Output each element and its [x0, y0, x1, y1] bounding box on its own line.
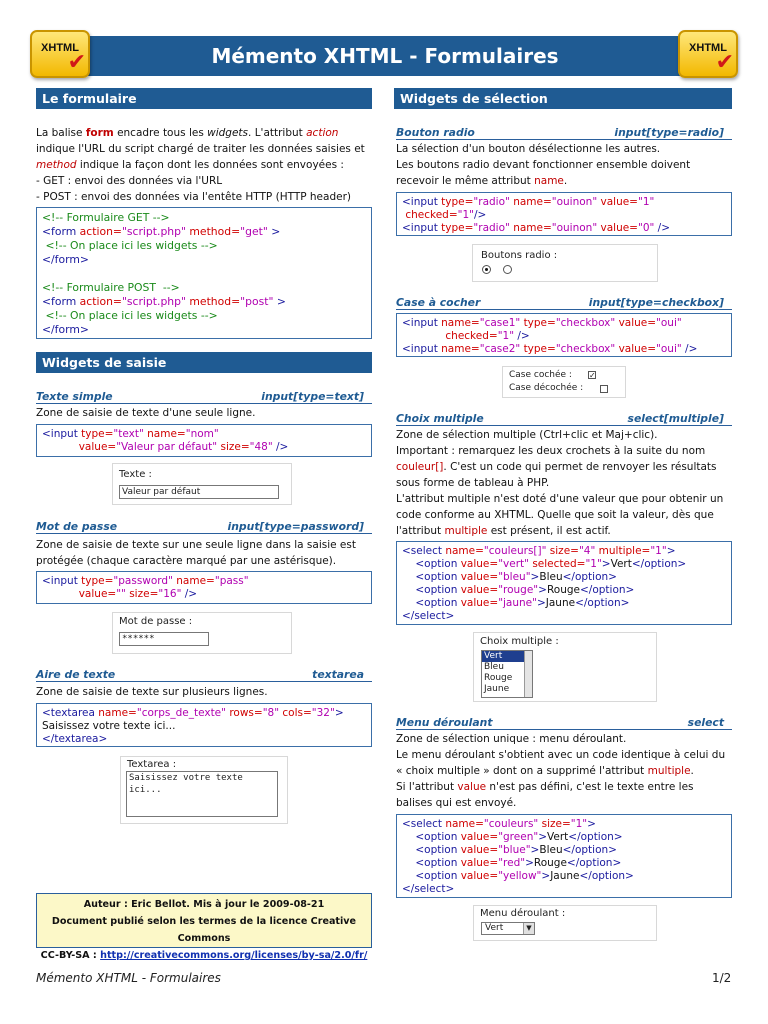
bouton-radio-title: Bouton radio input[type=radio]	[396, 126, 732, 140]
checkmark-icon: ✔	[715, 50, 734, 75]
demo-dropdown-select[interactable]: Vert ▼	[481, 922, 535, 935]
footer-title: Mémento XHTML - Formulaires	[36, 971, 221, 985]
code-form-example: <!-- Formulaire GET --> <form action="script.php" method="get" > <!-- On place ici les widgets --> </form> <!-- Formulaire POST --> <form action="script.php" method="post" > <!-- On place ici les widgets --> </form>	[36, 207, 372, 339]
code-choix-multiple: <select name="couleurs[]" size="4" multiple="1"> <option value="vert" selected="1">Vert</option> <option value="bleu">Bleu</option> <option value="rouge">Rouge</option> <option value="jaune">Jaune</option> </select>	[396, 541, 732, 625]
formulaire-description: La balise form encadre tous les widgets. L'attribut action indique l'URL du script chargé de traiter les données saisies et method indique la façon dont les données sont envoyées : - GET : envoi des données via l'URL - POST : envoi des données via l'entête HTTP (HTTP header)	[36, 127, 365, 203]
aire-de-texte-description: Zone de saisie de texte sur plusieurs lignes.	[36, 686, 268, 698]
page-title: Mémento XHTML - Formulaires	[36, 36, 734, 76]
scrollbar[interactable]	[524, 651, 532, 697]
xhtml-logo-left: XHTML ✔	[30, 30, 90, 78]
texte-simple-title: Texte simple input[type=text]	[36, 390, 372, 404]
demo-textarea[interactable]: Saisissez votre texte ici...	[126, 771, 278, 817]
code-bouton-radio: <input type="radio" name="ouinon" value="1" checked="1"/> <input type="radio" name="ouinon" value="0" />	[396, 192, 732, 236]
demo-password-input[interactable]: ******	[119, 632, 209, 646]
license-link[interactable]: http://creativecommons.org/licenses/by-sa/2.0/fr/	[100, 950, 368, 961]
demo-case-a-cocher: Case cochée : ✓ Case décochée :	[502, 366, 626, 398]
case-a-cocher-title: Case à cocher input[type=checkbox]	[396, 296, 732, 310]
section-widgets-de-saisie: Widgets de saisie	[36, 352, 372, 373]
demo-mot-de-passe: Mot de passe : ******	[112, 612, 292, 654]
mot-de-passe-title: Mot de passe input[type=password]	[36, 520, 372, 534]
section-le-formulaire: Le formulaire	[36, 88, 372, 109]
checkbox-unchecked[interactable]	[600, 385, 608, 393]
radio-checked[interactable]	[482, 265, 491, 274]
demo-multiple-select[interactable]: Vert Bleu Rouge Jaune	[481, 650, 533, 698]
code-mot-de-passe: <input type="password" name="pass" value="" size="16" />	[36, 571, 372, 604]
choix-multiple-title: Choix multiple select[multiple]	[396, 412, 732, 426]
code-menu-deroulant: <select name="couleurs" size="1"> <option value="green">Vert</option> <option value="blue">Bleu</option> <option value="red">Rouge</option> <option value="yellow">Jaune</option> </select>	[396, 814, 732, 898]
texte-simple-description: Zone de saisie de texte d'une seule ligne.	[36, 407, 256, 419]
demo-menu-deroulant: Menu déroulant : Vert ▼	[473, 905, 657, 941]
xhtml-logo-right: XHTML ✔	[678, 30, 738, 78]
menu-deroulant-description: Zone de sélection unique : menu déroulant. Le menu déroulant s'obtient avec un code identique à celui du « choix multiple » dont on a supprimé l'attribut multiple. Si l'attribut value n'est pas défini, c'est le texte entre les balises qui est envoyé.	[396, 733, 726, 809]
demo-texte-simple: Texte : Valeur par défaut	[112, 463, 292, 505]
demo-text-input[interactable]: Valeur par défaut	[119, 485, 279, 499]
chevron-down-icon: ▼	[523, 923, 534, 934]
menu-deroulant-title: Menu déroulant select	[396, 716, 732, 730]
bouton-radio-description: La sélection d'un bouton désélectionne les autres. Les boutons radio devant fonctionner ensemble doivent recevoir le même attribut name.	[396, 143, 691, 187]
demo-aire-de-texte: Textarea : Saisissez votre texte ici...	[120, 756, 288, 824]
author-info-box: Auteur : Eric Bellot. Mis à jour le 2009-08-21 Document publié selon les termes de la licence Creative Commons CC-BY-SA : http://creativecommons.org/licenses/by-sa/2.0/fr/	[36, 893, 372, 948]
section-widgets-de-selection: Widgets de sélection	[394, 88, 732, 109]
demo-bouton-radio: Boutons radio :	[472, 244, 658, 282]
mot-de-passe-description: Zone de saisie de texte sur une seule ligne dans la saisie est protégée (chaque caractère marqué par une astérisque).	[36, 539, 356, 567]
checkbox-checked[interactable]: ✓	[589, 371, 596, 380]
radio-unchecked[interactable]	[503, 265, 512, 274]
code-texte-simple: <input type="text" name="nom" value="Valeur par défaut" size="48" />	[36, 424, 372, 457]
code-aire-de-texte: <textarea name="corps_de_texte" rows="8" cols="32"> Saisissez votre texte ici... </textarea>	[36, 703, 372, 747]
page-number: 1/2	[712, 971, 732, 985]
aire-de-texte-title: Aire de texte textarea	[36, 668, 372, 682]
code-case-a-cocher: <input name="case1" type="checkbox" value="oui" checked="1" /> <input name="case2" type="checkbox" value="oui" />	[396, 313, 732, 357]
checkmark-icon: ✔	[67, 50, 86, 75]
demo-choix-multiple: Choix multiple : Vert Bleu Rouge Jaune	[473, 632, 657, 702]
choix-multiple-description: Zone de sélection multiple (Ctrl+clic et Maj+clic). Important : remarquez les deux crochets à la suite du nom couleur[]. C'est un code qui permet de renvoyer les résultats sous forme de tableau à PHP. L'attribut multiple n'est doté d'une valeur que pour obtenir un code conforme au XHTML. Quelle que soit la valeur, dès que l'attribut multiple est présent, il est actif.	[396, 429, 724, 537]
